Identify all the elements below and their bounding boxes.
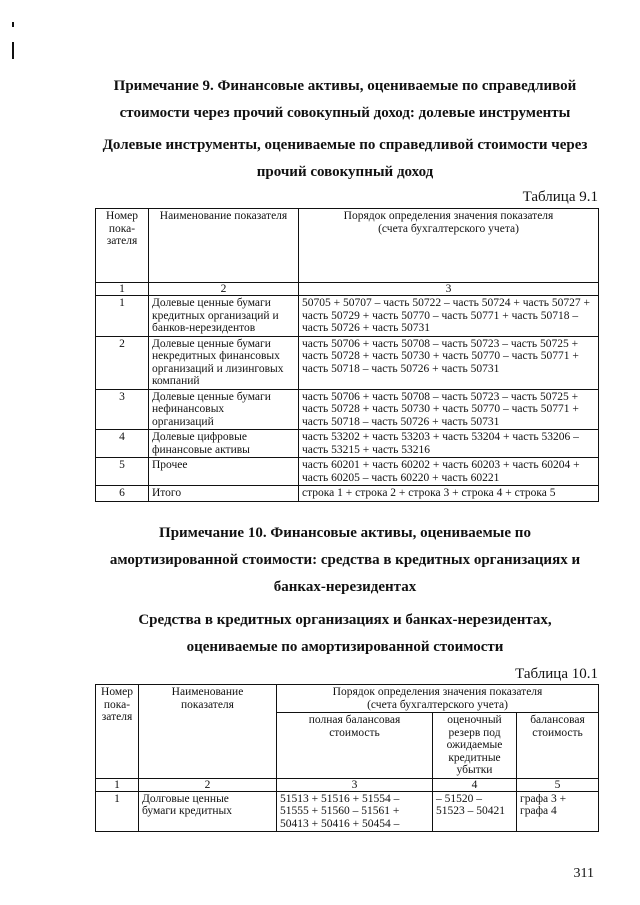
header-gross-value: полная балансовая стоимость bbox=[277, 713, 433, 779]
row-gross-formula: 51513 + 51516 + 51554 – 51555 + 51560 – 51561 + 50413 + 50416 + 50454 – bbox=[277, 791, 433, 832]
header-formula-group: Порядок определения значения показателя (счета бухгалтерского учета) bbox=[277, 685, 599, 713]
column-index: 3 bbox=[277, 778, 433, 791]
row-name: Долевые цифровые финансовые активы bbox=[149, 430, 299, 458]
note10-title bbox=[80, 523, 610, 597]
scan-margin-mark bbox=[12, 42, 14, 59]
column-index-row bbox=[96, 778, 599, 791]
table-row bbox=[96, 430, 599, 458]
table-9-1-caption: Таблица 9.1 bbox=[522, 189, 598, 205]
row-formula: часть 50706 + часть 50708 – часть 50723 – часть 50725 + часть 50728 + часть 50730 + часть 50770 – часть 50771 + часть 50718 – часть 50726 + часть 50731 bbox=[299, 389, 599, 430]
row-net-formula: графа 3 + графа 4 bbox=[517, 791, 599, 832]
page-number: 311 bbox=[573, 866, 594, 881]
row-name: Итого bbox=[149, 486, 299, 502]
header-formula: Порядок определения значения показателя (счета бухгалтерского учета) bbox=[299, 209, 599, 283]
row-formula: часть 60201 + часть 60202 + часть 60203 + часть 60204 + часть 60205 – часть 60220 + часть 60221 bbox=[299, 458, 599, 486]
row-formula: часть 50706 + часть 50708 – часть 50723 – часть 50725 + часть 50728 + часть 50730 + часть 50770 – часть 50771 + часть 50718 – часть 50726 + часть 50731 bbox=[299, 336, 599, 389]
column-index: 1 bbox=[96, 283, 149, 296]
row-number: 1 bbox=[96, 296, 149, 337]
table-row bbox=[96, 486, 599, 502]
row-number: 5 bbox=[96, 458, 149, 486]
row-number: 2 bbox=[96, 336, 149, 389]
row-name: Долевые ценные бумаги кредитных организаций и банков-нерезидентов bbox=[149, 296, 299, 337]
note10-title-line3: банках-нерезидентах bbox=[273, 579, 417, 595]
note10-title-line2: амортизированной стоимости: средства в кредитных организациях и bbox=[109, 552, 581, 568]
scan-margin-mark bbox=[12, 22, 14, 27]
table-row bbox=[96, 389, 599, 430]
header-number: Номер пока- зателя bbox=[96, 209, 149, 283]
table-header-row bbox=[96, 209, 599, 283]
column-index: 5 bbox=[517, 778, 599, 791]
note9-subtitle-line2: прочий совокупный доход bbox=[256, 164, 434, 180]
table-9-1 bbox=[95, 208, 599, 502]
table-10-1-caption: Таблица 10.1 bbox=[515, 666, 598, 682]
table-row bbox=[96, 791, 599, 832]
header-net-value: балансовая стоимость bbox=[517, 713, 599, 779]
note9-subtitle-line1: Долевые инструменты, оцениваемые по справедливой стоимости через bbox=[102, 137, 588, 153]
row-name: Долевые ценные бумаги некредитных финансовых организаций и лизинговых компаний bbox=[149, 336, 299, 389]
note9-title bbox=[80, 76, 610, 123]
note10-subtitle-line1: Средства в кредитных организациях и банках-нерезидентах, bbox=[138, 612, 552, 628]
table-row bbox=[96, 458, 599, 486]
row-name: Долговые ценные бумаги кредитных bbox=[139, 791, 277, 832]
row-formula: 50705 + 50707 – часть 50722 – часть 50724 + часть 50727 + часть 50729 + часть 50770 – часть 50771 + часть 50718 – часть 50726 + часть 50731 bbox=[299, 296, 599, 337]
note10-subtitle bbox=[80, 610, 610, 657]
row-number: 6 bbox=[96, 486, 149, 502]
table-row bbox=[96, 296, 599, 337]
table-10-1 bbox=[95, 684, 599, 832]
header-loss-reserve: оценочный резерв под ожидаемые кредитные убытки bbox=[433, 713, 517, 779]
row-name: Прочее bbox=[149, 458, 299, 486]
column-index: 2 bbox=[149, 283, 299, 296]
row-number: 4 bbox=[96, 430, 149, 458]
row-formula: часть 53202 + часть 53203 + часть 53204 + часть 53206 – часть 53215 + часть 53216 bbox=[299, 430, 599, 458]
header-name: Наименование показателя bbox=[149, 209, 299, 283]
column-index: 2 bbox=[139, 778, 277, 791]
note10-subtitle-line2: оцениваемые по амортизированной стоимости bbox=[186, 639, 504, 655]
column-index: 4 bbox=[433, 778, 517, 791]
note9-title-line1: Примечание 9. Финансовые активы, оцениваемые по справедливой bbox=[113, 78, 577, 94]
header-number: Номер пока- зателя bbox=[96, 685, 139, 779]
note10-title-line1: Примечание 10. Финансовые активы, оцениваемые по bbox=[159, 525, 531, 541]
table-row bbox=[96, 336, 599, 389]
column-index: 1 bbox=[96, 778, 139, 791]
row-reserve-formula: – 51520 – 51523 – 50421 bbox=[433, 791, 517, 832]
table-header-row bbox=[96, 685, 599, 713]
note9-subtitle bbox=[80, 135, 610, 182]
column-index-row bbox=[96, 283, 599, 296]
header-name: Наименование показателя bbox=[139, 685, 277, 779]
note9-title-line2: стоимости через прочий совокупный доход: долевые инструменты bbox=[119, 105, 571, 121]
row-number: 3 bbox=[96, 389, 149, 430]
row-number: 1 bbox=[96, 791, 139, 832]
row-formula: строка 1 + строка 2 + строка 3 + строка 4 + строка 5 bbox=[299, 486, 599, 502]
row-name: Долевые ценные бумаги нефинансовых организаций bbox=[149, 389, 299, 430]
column-index: 3 bbox=[299, 283, 599, 296]
